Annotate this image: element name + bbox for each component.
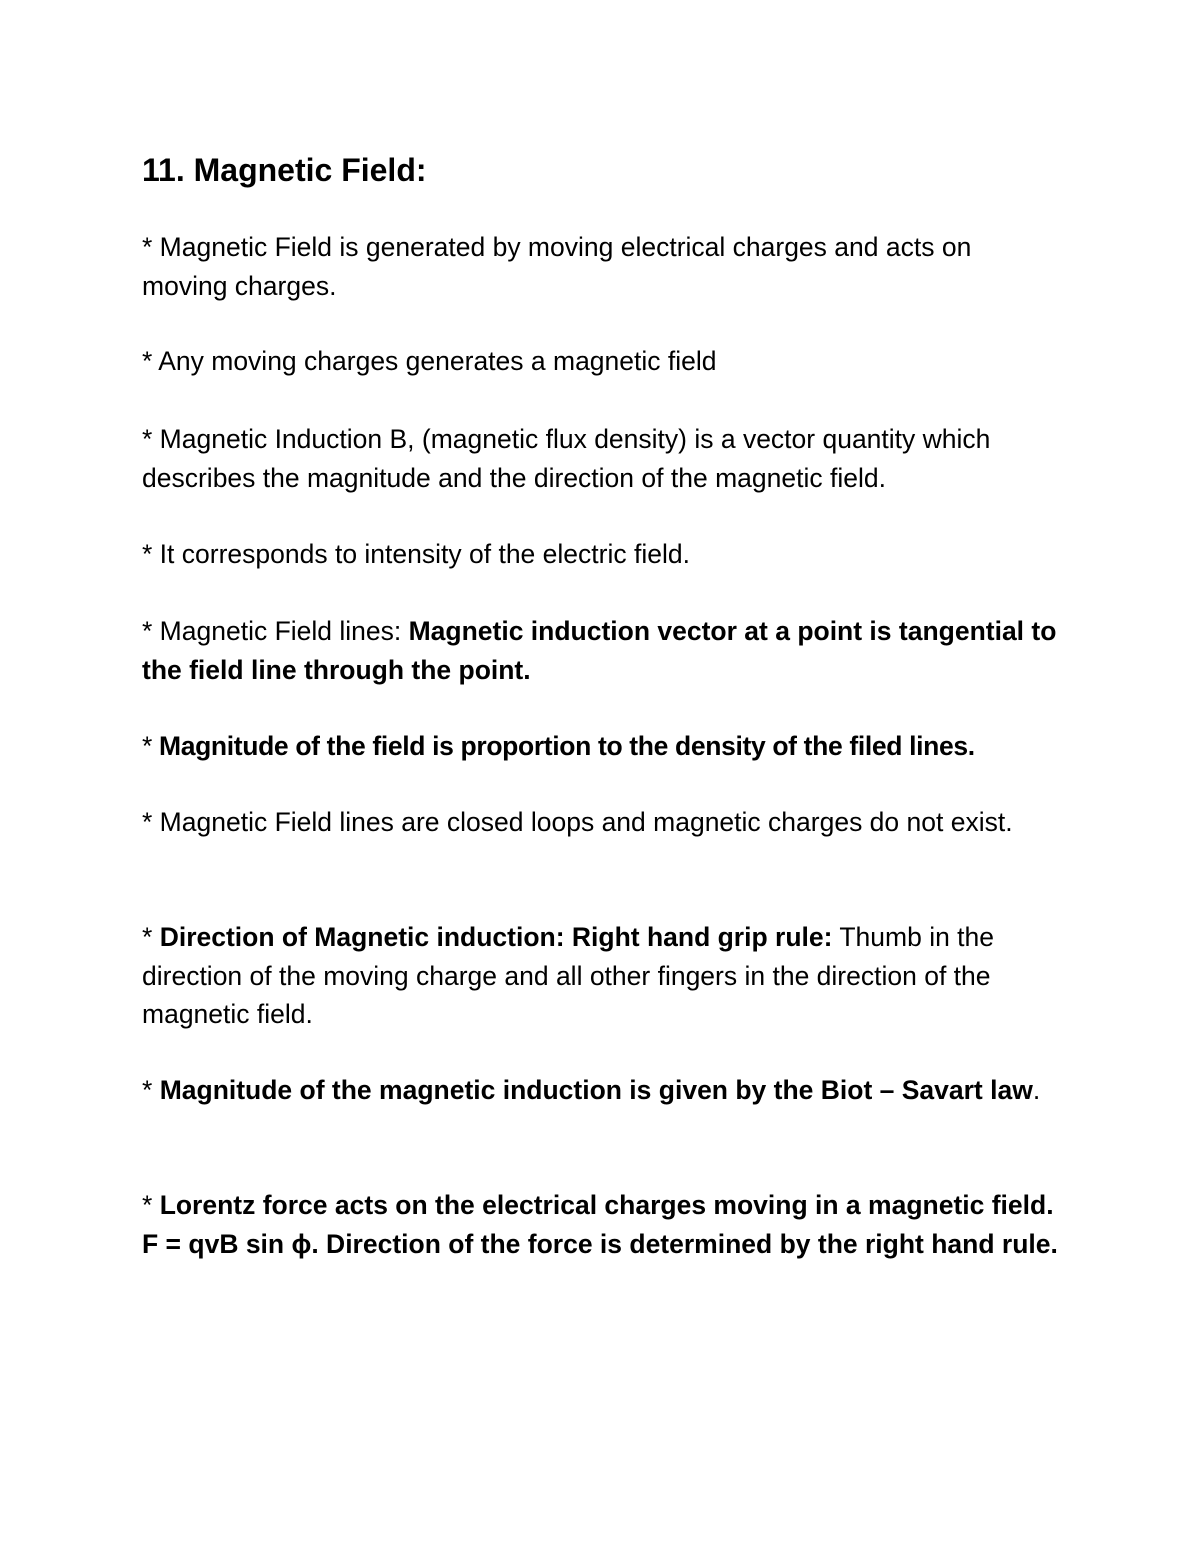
paragraph-bold-text: Direction of Magnetic induction: Right hand grip rule:: [159, 922, 833, 952]
paragraph-intensity: [142, 535, 1062, 574]
paragraph-field-magnitude: [142, 727, 1062, 766]
paragraph-text: * Any moving charges generates a magnetic field: [142, 346, 717, 376]
paragraph-direction-induction: [142, 918, 1062, 1034]
paragraph-lorentz-force: [142, 1186, 1062, 1263]
paragraph-magnetic-induction: [142, 420, 1062, 497]
paragraph-text: *: [142, 731, 159, 761]
paragraph-text: * It corresponds to intensity of the electric field.: [142, 539, 690, 569]
paragraph-field-generation: [142, 228, 1062, 305]
paragraph-text: Thumb in the direction of the moving charge and all other fingers in the direction of the magnetic field.: [142, 922, 995, 1029]
paragraph-closed-loops: [142, 803, 1062, 842]
paragraph-text: * Magnetic Field lines:: [142, 616, 409, 646]
page-title: 11. Magnetic Field:: [142, 152, 427, 188]
paragraph-text: * Magnetic Field lines are closed loops and magnetic charges do not exist.: [142, 807, 1013, 837]
paragraph-biot-savart: [142, 1071, 1062, 1110]
paragraph-text: * Magnetic Induction B, (magnetic flux density) is a vector quantity which describes the magnitude and the direction of the magnetic field.: [142, 424, 991, 493]
paragraph-text: *: [142, 1190, 160, 1220]
paragraph-bold-text: Magnetic induction vector at a point is tangential to the field line through the point.: [142, 616, 1057, 685]
paragraph-bold-text: Magnitude of the magnetic induction is given by the Biot – Savart law: [159, 1075, 1033, 1105]
paragraph-text: *: [142, 1075, 160, 1105]
paragraph-field-lines: [142, 612, 1062, 689]
paragraph-text: * Magnetic Field is generated by moving electrical charges and acts on moving charges.: [142, 232, 972, 301]
paragraph-moving-charges: [142, 342, 1062, 381]
paragraph-bold-text: Magnitude of the field is proportion to the density of the filed lines.: [158, 731, 975, 761]
paragraph-bold-text: Lorentz force acts on the electrical charges moving in a magnetic field. F = qvB sin ϕ. Direction of the force is determined by the right hand rule.: [142, 1190, 1058, 1259]
paragraph-text: .: [1032, 1075, 1041, 1105]
paragraph-text: *: [142, 922, 160, 952]
